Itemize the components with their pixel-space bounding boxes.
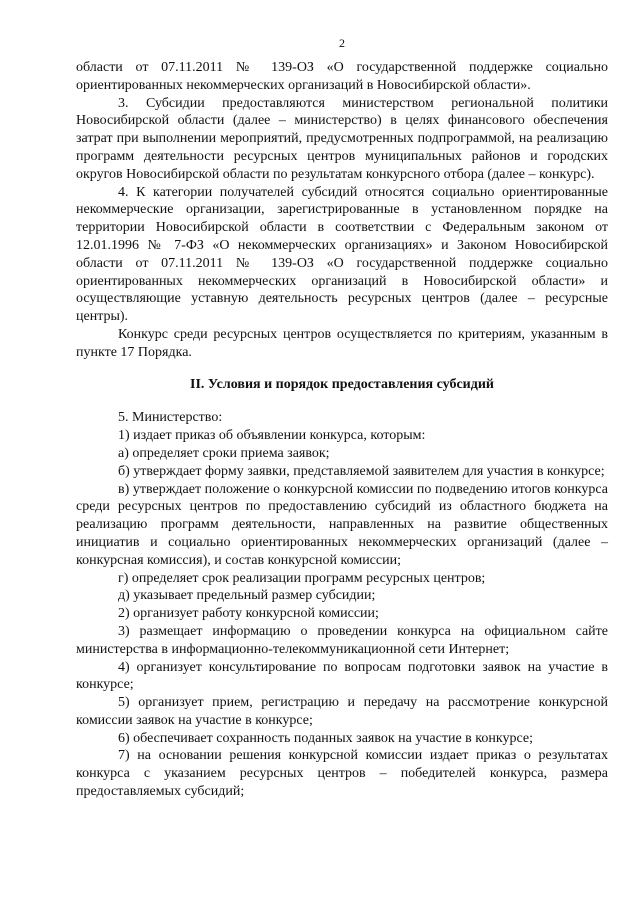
paragraph-contest-criteria: Конкурс среди ресурсных центров осуществляется по критериям, указанным в пункте 17 Порядка. [76, 326, 608, 360]
page-number: 2 [339, 36, 345, 50]
clause-5-item-5: 5) организует прием, регистрацию и передачу на рассмотрение конкурсной комиссии заявок на участие в конкурсе; [76, 695, 608, 728]
clause-5-item-1v: в) утверждает положение о конкурсной комиссии по подведению итогов конкурса среди ресурсных центров по предоставлению субсидий из областного бюджета на реализацию программ деятельности, направленных на развитие общественных инициатив и социально ориентированных некоммерческих организаций (далее – конкурсная комиссия), и состав конкурсной комиссии; [76, 481, 608, 568]
paragraph-clause-4: 4. К категории получателей субсидий относятся социально ориентированные некоммерческие организации, зарегистрированные в установленном порядке на территории Новосибирской области в соответствии с Федеральным законом от 12.01.1996 № 7-ФЗ «О некоммерческих организациях» и Законом Новосибирской области от 07.11.2011 № 139-ОЗ «О государственной поддержке социально ориентированных некоммерческих организаций в Новосибирской области» и осуществляющие уставную деятельность ресурсных центров (далее – ресурсные центры). [76, 184, 608, 325]
clause-5-item-6: 6) обеспечивает сохранность поданных заявок на участие в конкурсе; [118, 730, 533, 746]
paragraph-clause-3: 3. Субсидии предоставляются министерством региональной политики Новосибирской области (далее – министерство) в целях финансового обеспечения затрат при выполнении мероприятий, предусмотренных подпрограммой, на реализацию программ деятельности ресурсных центров муниципальных районов и городских округов Новосибирской области по результатам конкурсного отбора (далее – конкурс). [76, 95, 608, 182]
clause-5-title: 5. Министерство: [118, 410, 223, 426]
clause-5-item-2: 2) организует работу конкурсной комиссии; [118, 606, 379, 622]
clause-5-item-4: 4) организует консультирование по вопросам подготовки заявок на участие в конкурсе; [76, 659, 608, 693]
clause-5-item-1d: д) указывает предельный размер субсидии; [118, 588, 376, 604]
clause-5-item-1g: г) определяет срок реализации программ ресурсных центров; [118, 570, 486, 586]
clause-5-item-1a: а) определяет сроки приема заявок; [118, 445, 330, 461]
clause-5-item-3: 3) размещает информацию о проведении конкурса на официальном сайте министерства в информационно-телекоммуникационной сети Интернет; [76, 623, 608, 657]
section-heading: II. Условия и порядок предоставления субсидий [190, 376, 494, 392]
paragraph-intro-continuation: области от 07.11.2011 № 139-ОЗ «О государственной поддержке социально ориентированных некоммерческих организаций в Новосибирской области». [76, 60, 608, 93]
clause-5-item-7: 7) на основании решения конкурсной комиссии издает приказ о результатах конкурса с указанием ресурсных центров – победителей конкурса, размера предоставляемых субсидий; [76, 748, 608, 800]
clause-5-item-1b: б) утверждает форму заявки, представляемой заявителем для участия в конкурсе; [118, 463, 605, 479]
clause-5-item-1: 1) издает приказ об объявлении конкурса, которым: [118, 428, 426, 444]
